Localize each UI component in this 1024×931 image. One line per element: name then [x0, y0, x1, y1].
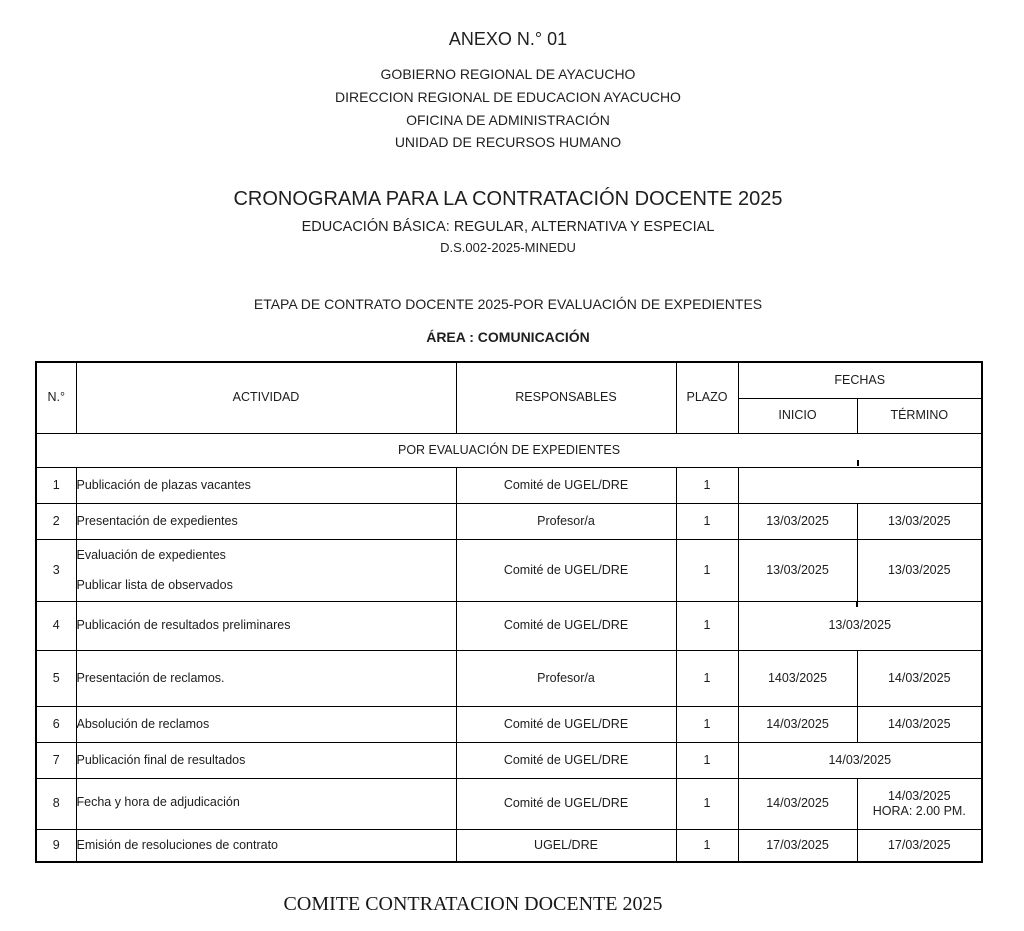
row-num: 5 [36, 650, 76, 706]
responsible-cell: Comité de UGEL/DRE [456, 742, 676, 778]
plazo-cell: 1 [676, 503, 738, 539]
table-row [36, 742, 982, 778]
row-num: 7 [36, 742, 76, 778]
responsible-cell: Comité de UGEL/DRE [456, 539, 676, 601]
org-line-gobierno: GOBIERNO REGIONAL DE AYACUCHO [380, 66, 636, 82]
row-num: 4 [36, 601, 76, 650]
row-num: 1 [36, 467, 76, 503]
activity-cell: Absolución de reclamos [76, 706, 456, 742]
table-row [36, 829, 982, 862]
responsible-cell: Comité de UGEL/DRE [456, 601, 676, 650]
termino-hour: HORA: 2.00 PM. [872, 803, 966, 818]
stage-title: ETAPA DE CONTRATO DOCENTE 2025-POR EVALUACIÓN DE EXPEDIENTES [253, 296, 763, 312]
responsible-cell: Comité de UGEL/DRE [456, 706, 676, 742]
activity-cell: Publicación final de resultados [76, 742, 456, 778]
dates-merged-cell: 13/03/2025 [738, 601, 982, 650]
header-num: N.° [36, 362, 76, 433]
dates-merged-cell: 14/03/2025 [738, 742, 982, 778]
row-num: 8 [36, 778, 76, 829]
activity-cell: Publicación de resultados preliminares [76, 601, 456, 650]
header-plazo: PLAZO [676, 362, 738, 433]
header-actividad: ACTIVIDAD [76, 362, 456, 433]
plazo-cell: 1 [676, 650, 738, 706]
inicio-cell: 14/03/2025 [738, 706, 857, 742]
table-row [36, 650, 982, 706]
activity-cell: Emisión de resoluciones de contrato [76, 829, 456, 862]
org-line-unidad: UNIDAD DE RECURSOS HUMANO [394, 134, 622, 150]
subtitle-education: EDUCACIÓN BÁSICA: REGULAR, ALTERNATIVA Y ESPECIAL [301, 219, 715, 235]
section-title-row: POR EVALUACIÓN DE EXPEDIENTES [36, 433, 982, 467]
termino-cell: 13/03/2025 [857, 503, 982, 539]
termino-cell: 17/03/2025 [857, 829, 982, 862]
header-fechas: FECHAS [738, 362, 982, 398]
responsible-cell: Profesor/a [456, 503, 676, 539]
table-row [36, 706, 982, 742]
responsible-cell: Profesor/a [456, 650, 676, 706]
activity-cell [76, 778, 456, 829]
plazo-cell: 1 [676, 742, 738, 778]
org-line-oficina: OFICINA DE ADMINISTRACIÓN [406, 112, 610, 128]
subtitle-decree: D.S.002-2025-MINEDU [440, 240, 576, 255]
termino-cell [857, 778, 982, 829]
table-row [36, 503, 982, 539]
inicio-cell: 17/03/2025 [738, 829, 857, 862]
termino-date: 14/03/2025 [887, 788, 951, 803]
main-title: CRONOGRAMA PARA LA CONTRATACIÓN DOCENTE 2025 [233, 188, 783, 210]
plazo-cell: 1 [676, 601, 738, 650]
activity-cell: Presentación de reclamos. [76, 650, 456, 706]
table-row [36, 467, 982, 503]
row-num: 6 [36, 706, 76, 742]
inicio-cell: 13/03/2025 [738, 539, 857, 601]
inicio-cell: 14/03/2025 [738, 778, 857, 829]
table-row [36, 539, 982, 601]
org-line-direccion: DIRECCION REGIONAL DE EDUCACION AYACUCHO [335, 89, 681, 105]
termino-cell: 13/03/2025 [857, 539, 982, 601]
plazo-cell: 1 [676, 467, 738, 503]
row-num: 2 [36, 503, 76, 539]
plazo-cell: 1 [676, 778, 738, 829]
inicio-cell: 1403/2025 [738, 650, 857, 706]
activity-line-2: Publicar lista de observados [76, 577, 233, 592]
plazo-cell: 1 [676, 829, 738, 862]
schedule-table [35, 361, 983, 863]
row-num: 9 [36, 829, 76, 862]
anexo-title: ANEXO N.° 01 [448, 29, 568, 49]
header-inicio: INICIO [738, 398, 857, 433]
header-termino: TÉRMINO [857, 398, 982, 433]
termino-cell: 14/03/2025 [857, 706, 982, 742]
scan-tick-artifact [856, 601, 858, 607]
table-row [36, 601, 982, 650]
row-num: 3 [36, 539, 76, 601]
inicio-cell: 13/03/2025 [738, 503, 857, 539]
activity-cell: Presentación de expedientes [76, 503, 456, 539]
termino-cell: 14/03/2025 [857, 650, 982, 706]
activity-cell [76, 539, 456, 601]
activity-cell: Publicación de plazas vacantes [76, 467, 456, 503]
scan-tick-artifact [857, 460, 859, 466]
activity-text: Fecha y hora de adjudicación [76, 795, 240, 809]
plazo-cell: 1 [676, 706, 738, 742]
area-title: ÁREA : COMUNICACIÓN [426, 329, 590, 345]
plazo-cell: 1 [676, 539, 738, 601]
responsible-cell: Comité de UGEL/DRE [456, 467, 676, 503]
dates-empty-cell [738, 467, 982, 503]
responsible-cell: UGEL/DRE [456, 829, 676, 862]
header-responsables: RESPONSABLES [456, 362, 676, 433]
footer-committee-title: COMITE CONTRATACION DOCENTE 2025 [283, 893, 663, 915]
responsible-cell: Comité de UGEL/DRE [456, 778, 676, 829]
table-row [36, 778, 982, 829]
activity-line-1: Evaluación de expedientes [76, 547, 226, 562]
